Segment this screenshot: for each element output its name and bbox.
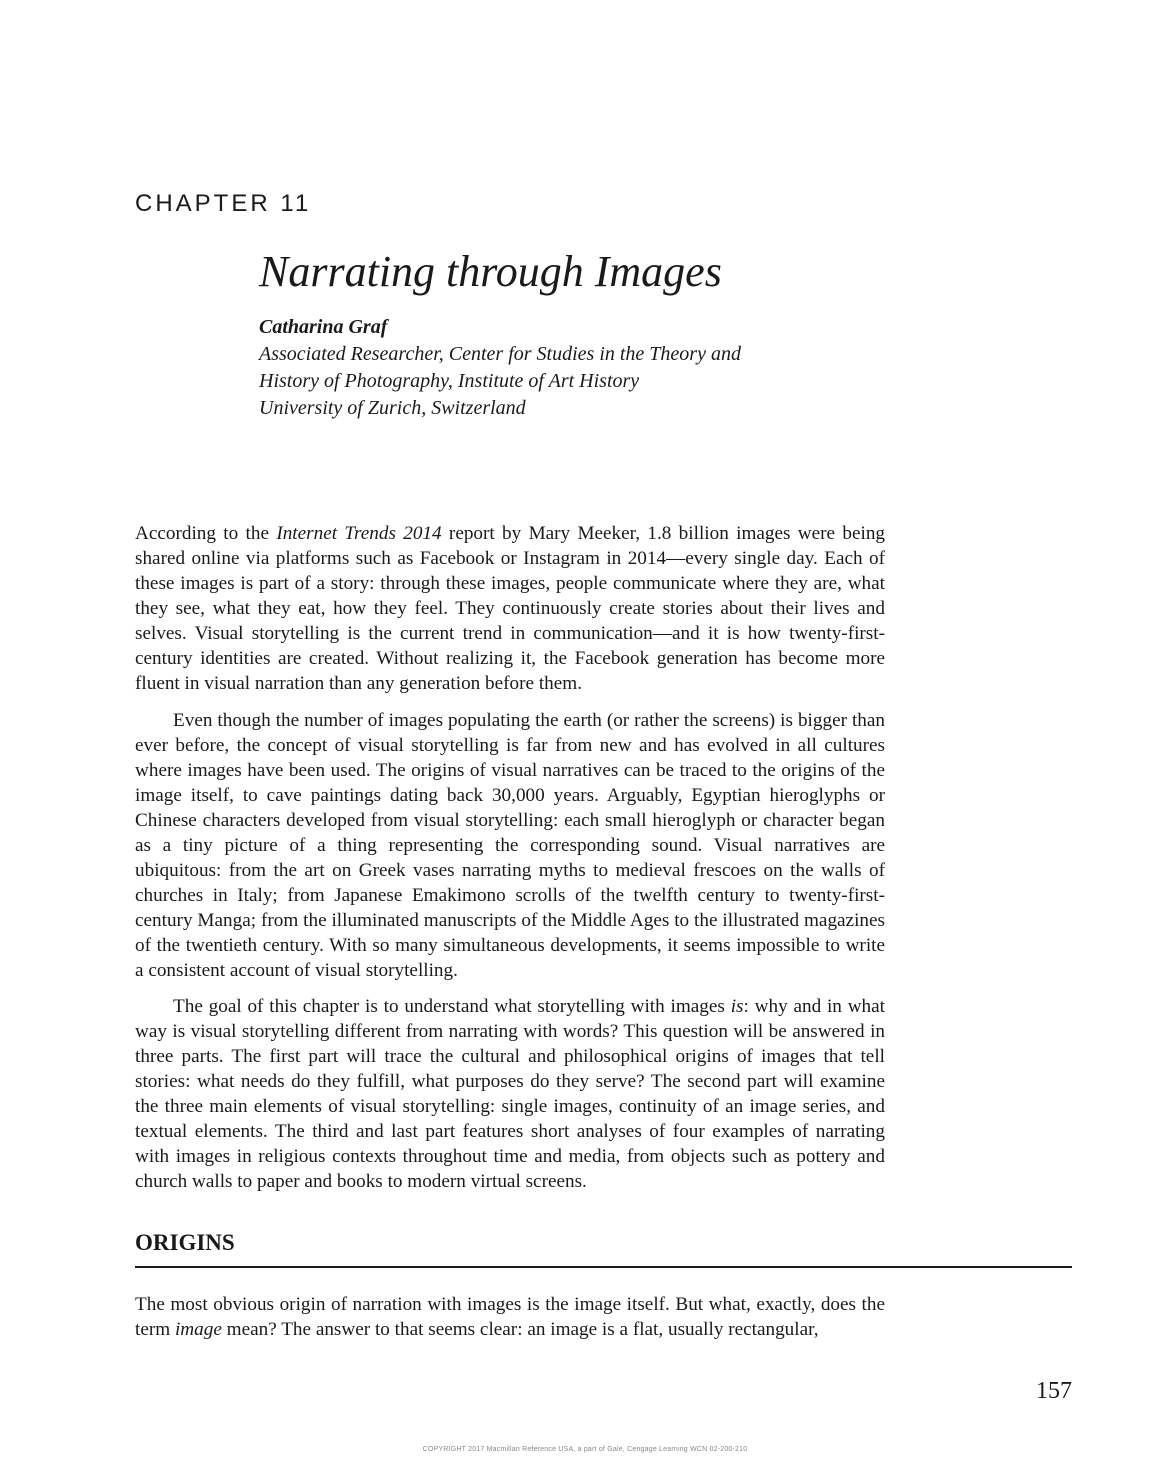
- paragraph-text: The goal of this chapter is to understand what storytelling with images: [173, 996, 731, 1017]
- author-name: Catharina Graf: [259, 316, 388, 338]
- report-title: Internet Trends 2014: [276, 523, 442, 544]
- paragraph-text: : why and in what way is visual storytelling different from narrating with words? This question will be answered in three parts. The first part will trace the cultural and philosophical origins of images that tell stories: what needs do they fulfill, what purposes do they serve? The second part will examine the three main elements of visual storytelling: single images, continuity of an image series, and textual elements. The third and last part features short analyses of four examples of narrating with images in religious contexts throughout time and media, from objects such as pottery and church walls to paper and books to modern virtual screens.: [135, 996, 885, 1192]
- chapter-label: CHAPTER 11: [135, 190, 312, 217]
- affiliation-line: University of Zurich, Switzerland: [259, 397, 526, 419]
- page-number: 157: [1036, 1378, 1072, 1404]
- affiliation-line: Associated Researcher, Center for Studies in the Theory and: [259, 343, 741, 365]
- paragraph-history: Even though the number of images populating the earth (or rather the screens) is bigger than ever before, the concept of visual storytelling is far from new and has evolved in all cultures where images have been used. The origins of visual narratives can be traced to the origins of the image itself, to cave paintings dating back 30,000 years. Arguably, Egyptian hieroglyphs or Chinese characters developed from visual storytelling: each small hieroglyph or character began as a tiny picture of a thing representing the corresponding sound. Visual narratives are ubiquitous: from the art on Greek vases narrating myths to medieval frescoes on the walls of churches in Italy; from Japanese Emakimono scrolls of the twelfth century to twenty-first-century Manga; from the illuminated manuscripts of the Middle Ages to the illustrated magazines of the twentieth century. With so many simultaneous developments, it seems impossible to write a consistent account of visual storytelling.: [135, 710, 885, 981]
- paragraph-text: According to the: [135, 523, 277, 544]
- paragraph-text: The most obvious origin of narration with images is the image itself. But what, exactly, does the term: [135, 1294, 885, 1340]
- emphasis-word: is: [730, 996, 744, 1017]
- affiliation-line: History of Photography, Institute of Art History: [259, 370, 640, 392]
- section-heading: ORIGINS: [135, 1230, 235, 1255]
- copyright-notice: COPYRIGHT 2017 Macmillan Reference USA, a part of Gale, Cengage Learning WCN 02-200-210: [422, 1446, 748, 1453]
- paragraph-goal: [135, 994, 885, 1194]
- emphasis-word: image: [174, 1319, 222, 1340]
- chapter-title: Narrating through Images: [259, 247, 722, 296]
- paragraph-origins: [135, 1292, 885, 1342]
- paragraph-text: mean? The answer to that seems clear: an image is a flat, usually rectangular,: [221, 1319, 819, 1340]
- paragraph-text: report by Mary Meeker, 1.8 billion images were being shared online via platforms such as Facebook or Instagram in 2014—every single day. Each of these images is part of a story: through these images, people communicate where they are, what they see, what they eat, how they feel. They continuously create stories about their lives and selves. Visual storytelling is the current trend in communication—and it is how twenty-first-century identities are created. Without realizing it, the Facebook generation has become more fluent in visual narration than any generation before them.: [135, 523, 886, 694]
- author-block: [259, 314, 741, 422]
- section-divider: [135, 1266, 1072, 1268]
- paragraph-intro: [135, 521, 885, 696]
